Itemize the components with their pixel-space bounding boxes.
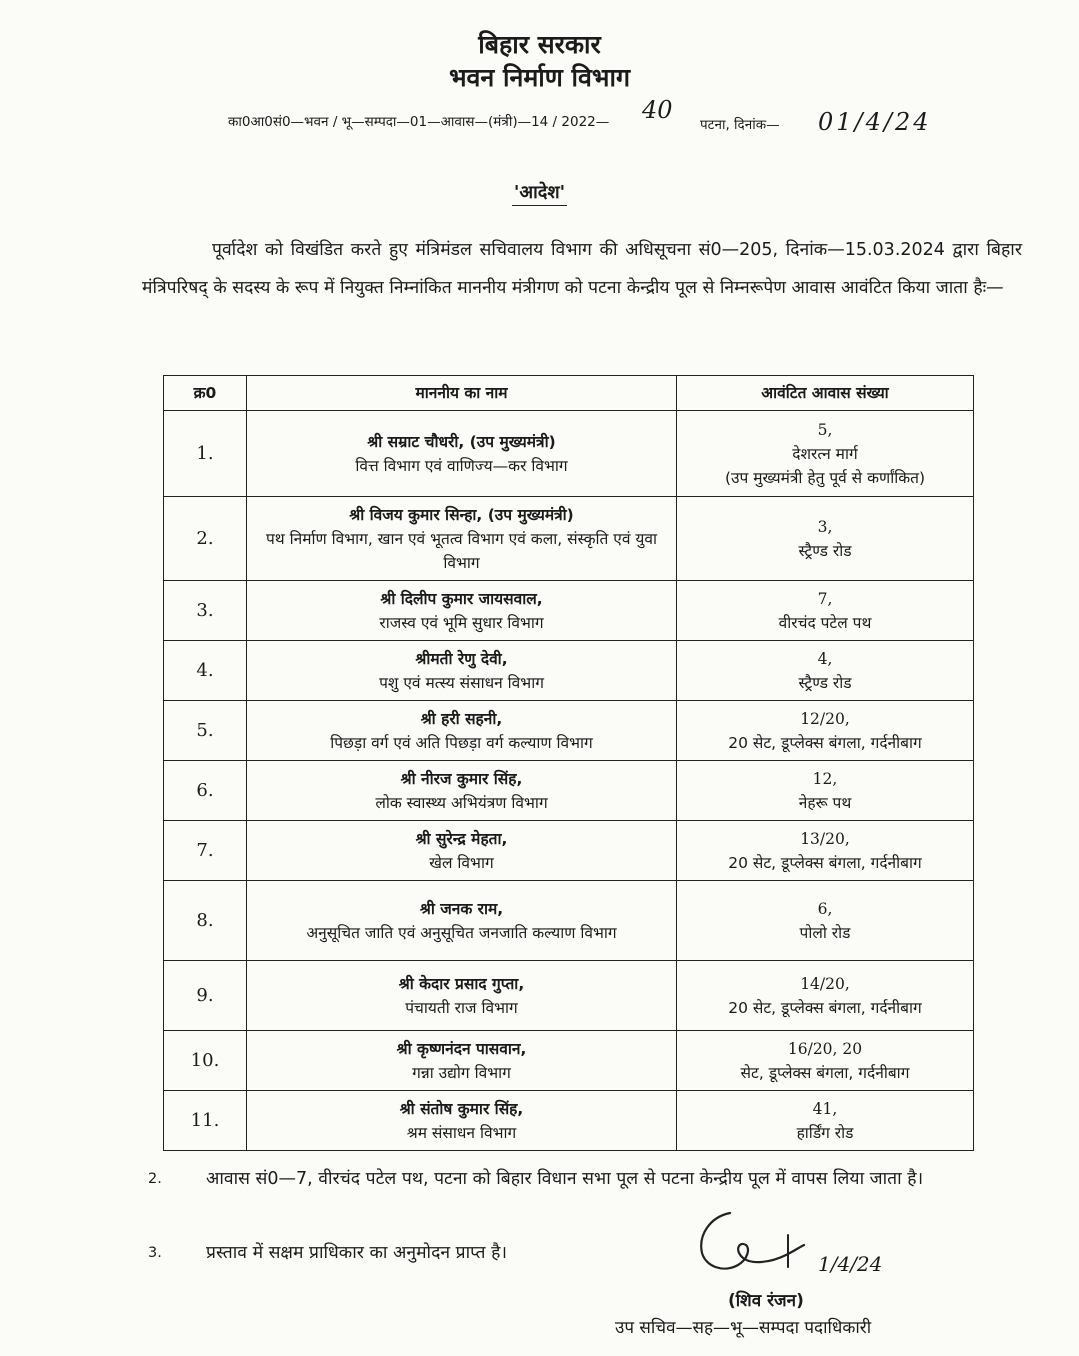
house-no: 7, <box>817 589 833 608</box>
house-addr: हार्डिंग रोड <box>796 1123 854 1142</box>
order-title-text: 'आदेश' <box>512 182 567 206</box>
house-no: 14/20, <box>800 974 850 993</box>
row-serial: 2. <box>164 497 247 581</box>
minister-name: श्री कृष्णनंदन पासवान, <box>396 1039 527 1058</box>
handwritten-signature <box>690 1205 820 1285</box>
table-row <box>164 581 974 641</box>
row-minister <box>247 497 677 581</box>
date-handwritten: 01/4/24 <box>818 108 932 136</box>
col-header-name: माननीय का नाम <box>247 376 677 411</box>
table-header-row <box>164 376 974 411</box>
row-serial: 4. <box>164 641 247 701</box>
minister-name: श्रीमती रेणु देवी, <box>415 649 508 668</box>
table-row <box>164 701 974 761</box>
table-row <box>164 1031 974 1091</box>
house-note: (उप मुख्यमंत्री हेतु पूर्व से कर्णांकित) <box>724 468 926 487</box>
row-house <box>677 821 974 881</box>
note-number: 2. <box>148 1171 162 1187</box>
house-addr: स्ट्रैण्ड रोड <box>798 541 852 560</box>
signatory-designation: उप सचिव—सह—भू—सम्पदा पदाधिकारी <box>615 1318 872 1338</box>
row-house <box>677 411 974 497</box>
house-addr: स्ट्रैण्ड रोड <box>798 673 852 692</box>
signatory-name: (शिव रंजन) <box>728 1291 804 1311</box>
row-serial: 9. <box>164 961 247 1031</box>
minister-department: पशु एवं मत्स्य संसाधन विभाग <box>379 673 544 692</box>
row-serial: 6. <box>164 761 247 821</box>
table-row <box>164 961 974 1031</box>
row-serial: 10. <box>164 1031 247 1091</box>
house-no: 6, <box>817 899 833 918</box>
row-house <box>677 961 974 1031</box>
row-minister <box>247 701 677 761</box>
row-house <box>677 1031 974 1091</box>
memo-reference: का0आ0सं0—भवन / भू—सम्पदा—01—आवास—(मंत्री)—14 / 2022— <box>228 114 610 130</box>
government-name: बिहार सरकार <box>478 30 601 59</box>
minister-name: श्री जनक राम, <box>419 899 504 918</box>
house-no: 12/20, <box>800 709 850 728</box>
table-row <box>164 641 974 701</box>
minister-department: अनुसूचित जाति एवं अनुसूचित जनजाति कल्याण विभाग <box>306 923 617 942</box>
row-minister <box>247 821 677 881</box>
row-serial: 11. <box>164 1091 247 1151</box>
table-row <box>164 761 974 821</box>
row-minister <box>247 641 677 701</box>
row-house <box>677 1091 974 1151</box>
row-serial: 1. <box>164 411 247 497</box>
table-body <box>164 411 974 1151</box>
row-minister <box>247 1031 677 1091</box>
minister-department: पिछड़ा वर्ग एवं अति पिछड़ा वर्ग कल्याण विभाग <box>330 733 593 752</box>
row-minister <box>247 1091 677 1151</box>
house-no: 3, <box>817 517 833 536</box>
house-addr: वीरचंद पटेल पथ <box>778 613 872 632</box>
order-title <box>0 180 1079 204</box>
row-minister <box>247 581 677 641</box>
house-no: 41, <box>812 1099 838 1118</box>
row-house <box>677 701 974 761</box>
row-house <box>677 641 974 701</box>
row-serial: 5. <box>164 701 247 761</box>
memo-number-handwritten: 40 <box>642 96 673 124</box>
minister-name: श्री सुरेन्द्र मेहता, <box>415 829 508 848</box>
house-no: 16/20, 20 <box>787 1039 863 1058</box>
row-house <box>677 581 974 641</box>
house-no: 5, <box>817 420 833 439</box>
row-minister <box>247 411 677 497</box>
house-no: 13/20, <box>800 829 850 848</box>
table-row <box>164 411 974 497</box>
row-serial: 3. <box>164 581 247 641</box>
minister-department: गन्ना उद्योग विभाग <box>412 1063 511 1082</box>
house-addr: 20 सेट, डूप्लेक्स बंगला, गर्दनीबाग <box>728 733 922 752</box>
minister-name: श्री विजय कुमार सिन्हा, (उप मुख्यमंत्री) <box>349 505 574 524</box>
minister-name: श्री दिलीप कुमार जायसवाल, <box>380 589 543 608</box>
row-serial: 7. <box>164 821 247 881</box>
row-house <box>677 881 974 961</box>
col-header-sr: क्र0 <box>164 376 247 411</box>
house-addr: नेहरू पथ <box>798 793 852 812</box>
intro-paragraph: पूर्वादेश को विखंडित करते हुए मंत्रिमंडल सचिवालय विभाग की अधिसूचना सं0—205, दिनांक—15.03.2024 द्वारा बिहार मंत्रिपरिषद् के सदस्य के रूप में नियुक्त निम्नांकित माननीय मंत्रीगण को पटना केन्द्रीय पूल से निम्नरूपेण आवास आवंटित किया जाता हैः— <box>142 240 1022 298</box>
minister-name: श्री केदार प्रसाद गुप्ता, <box>398 974 525 993</box>
house-no: 4, <box>817 649 833 668</box>
note-text: आवास सं0—7, वीरचंद पटेल पथ, पटना को बिहार विधान सभा पूल से पटना केन्द्रीय पूल में वापस लिया जाता है। <box>206 1169 924 1189</box>
minister-department: राजस्व एवं भूमि सुधार विभाग <box>379 613 544 632</box>
row-minister <box>247 761 677 821</box>
col-header-house: आवंटित आवास संख्या <box>677 376 974 411</box>
signature-date: 1/4/24 <box>818 1252 883 1276</box>
house-addr: सेट, डूप्लेक्स बंगला, गर्दनीबाग <box>740 1063 910 1082</box>
house-addr: 20 सेट, डूप्लेक्स बंगला, गर्दनीबाग <box>728 853 922 872</box>
minister-department: पंचायती राज विभाग <box>405 998 518 1017</box>
minister-department: वित्त विभाग एवं वाणिज्य—कर विभाग <box>355 456 568 475</box>
department-name: भवन निर्माण विभाग <box>448 63 631 92</box>
house-addr: पोलो रोड <box>799 923 851 942</box>
table-row <box>164 497 974 581</box>
minister-name: श्री संतोष कुमार सिंह, <box>399 1099 524 1118</box>
minister-name: श्री हरी सहनी, <box>420 709 503 728</box>
row-house <box>677 761 974 821</box>
house-no: 12, <box>812 769 838 788</box>
minister-name: श्री सम्राट चौधरी, (उप मुख्यमंत्री) <box>367 432 556 451</box>
house-addr: देशरत्न मार्ग <box>792 444 858 463</box>
allotment-table <box>163 375 974 1151</box>
row-house <box>677 497 974 581</box>
row-serial: 8. <box>164 881 247 961</box>
minister-department: खेल विभाग <box>429 853 494 872</box>
note-text: प्रस्ताव में सक्षम प्राधिकार का अनुमोदन प्राप्त है। <box>206 1243 508 1263</box>
minister-department: पथ निर्माण विभाग, खान एवं भूतत्व विभाग एवं कला, संस्कृति एवं युवा विभाग <box>265 529 658 572</box>
row-minister <box>247 961 677 1031</box>
minister-department: लोक स्वास्थ्य अभियंत्रण विभाग <box>375 793 548 812</box>
minister-name: श्री नीरज कुमार सिंह, <box>400 769 523 788</box>
table-row <box>164 1091 974 1151</box>
house-addr: 20 सेट, डूप्लेक्स बंगला, गर्दनीबाग <box>728 998 922 1017</box>
table-row <box>164 821 974 881</box>
note-number: 3. <box>148 1245 162 1261</box>
row-minister <box>247 881 677 961</box>
city-date-label: पटना, दिनांक— <box>700 117 780 133</box>
table-row <box>164 881 974 961</box>
minister-department: श्रम संसाधन विभाग <box>406 1123 517 1142</box>
